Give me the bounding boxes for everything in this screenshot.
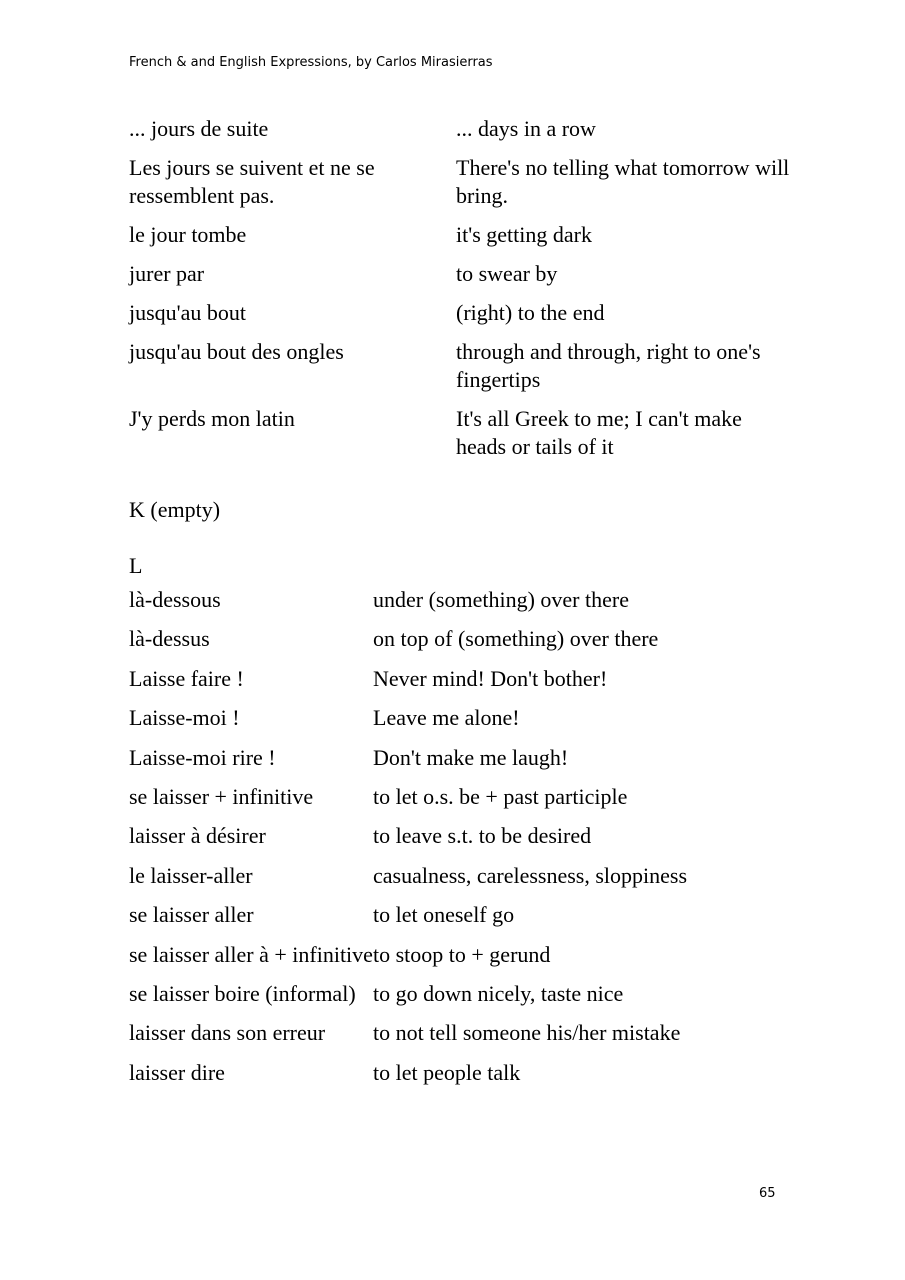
expression-row bbox=[129, 901, 809, 929]
english-translation: to go down nicely, taste nice bbox=[373, 980, 624, 1006]
expression-row bbox=[129, 665, 809, 693]
english-translation: Leave me alone! bbox=[373, 705, 520, 731]
expression-row bbox=[129, 783, 809, 811]
expression-table-j bbox=[129, 115, 809, 472]
expression-row bbox=[129, 338, 809, 394]
expression-row bbox=[129, 405, 809, 461]
english-translation: to not tell someone his/her mistake bbox=[373, 1020, 681, 1046]
french-expression: le jour tombe bbox=[129, 222, 247, 247]
english-translation: to let people talk bbox=[373, 1059, 521, 1085]
french-expression: se laisser aller bbox=[129, 902, 254, 928]
english-translation: through and through, right to one's fingertips bbox=[456, 339, 761, 392]
english-translation: to swear by bbox=[456, 261, 558, 286]
expression-row bbox=[129, 115, 809, 143]
english-translation: (right) to the end bbox=[456, 300, 605, 325]
english-translation: Don't make me laugh! bbox=[373, 744, 569, 770]
section-heading-l: L bbox=[129, 553, 143, 578]
french-expression: là-dessus bbox=[129, 626, 210, 652]
english-translation: on top of (something) over there bbox=[373, 626, 659, 652]
french-expression: jurer par bbox=[129, 261, 205, 286]
french-expression: se laisser + infinitive bbox=[129, 783, 314, 809]
french-expression: laisser à désirer bbox=[129, 823, 266, 849]
english-translation: to stoop to + gerund bbox=[373, 941, 551, 967]
english-translation: casualness, carelessness, sloppiness bbox=[373, 862, 688, 888]
english-translation: to let o.s. be + past participle bbox=[373, 783, 628, 809]
english-translation: It's all Greek to me; I can't make heads or tails of it bbox=[456, 406, 742, 459]
french-expression: le laisser-aller bbox=[129, 862, 253, 888]
expression-row bbox=[129, 744, 809, 772]
french-expression: se laisser boire (informal) bbox=[129, 980, 356, 1006]
expression-table-l bbox=[129, 586, 809, 1098]
expression-row bbox=[129, 980, 809, 1008]
english-translation: under (something) over there bbox=[373, 587, 629, 612]
french-expression: se laisser aller à + infinitive bbox=[129, 941, 373, 967]
french-expression: ... jours de suite bbox=[129, 116, 269, 141]
french-expression: laisser dire bbox=[129, 1059, 225, 1085]
english-translation: Never mind! Don't bother! bbox=[373, 665, 608, 691]
expression-row bbox=[129, 941, 809, 969]
french-expression: Les jours se suivent et ne se ressemblent pas. bbox=[129, 155, 375, 208]
french-expression: Laisse-moi rire ! bbox=[129, 744, 276, 770]
expression-row bbox=[129, 822, 809, 850]
expression-row bbox=[129, 154, 809, 210]
english-translation: it's getting dark bbox=[456, 222, 592, 247]
expression-row bbox=[129, 586, 809, 614]
expression-row bbox=[129, 1019, 809, 1047]
french-expression: laisser dans son erreur bbox=[129, 1020, 326, 1046]
expression-row bbox=[129, 221, 809, 249]
french-expression: jusqu'au bout bbox=[129, 300, 247, 325]
english-translation: ... days in a row bbox=[456, 116, 596, 141]
english-translation: to let oneself go bbox=[373, 902, 515, 928]
english-translation: to leave s.t. to be desired bbox=[373, 823, 592, 849]
running-header: French & and English Expressions, by Carlos Mirasierras bbox=[129, 55, 493, 70]
french-expression: J'y perds mon latin bbox=[129, 406, 295, 431]
expression-row bbox=[129, 862, 809, 890]
french-expression: Laisse faire ! bbox=[129, 665, 244, 691]
french-expression: là-dessous bbox=[129, 587, 221, 612]
french-expression: Laisse-moi ! bbox=[129, 705, 240, 731]
section-heading-k: K (empty) bbox=[129, 497, 221, 522]
expression-row bbox=[129, 1059, 809, 1087]
expression-row bbox=[129, 260, 809, 288]
expression-row bbox=[129, 625, 809, 653]
french-expression: jusqu'au bout des ongles bbox=[129, 339, 344, 364]
english-translation: There's no telling what tomorrow will bring. bbox=[456, 155, 790, 208]
page-number: 65 bbox=[759, 1186, 776, 1201]
expression-row bbox=[129, 299, 809, 327]
expression-row bbox=[129, 704, 809, 732]
